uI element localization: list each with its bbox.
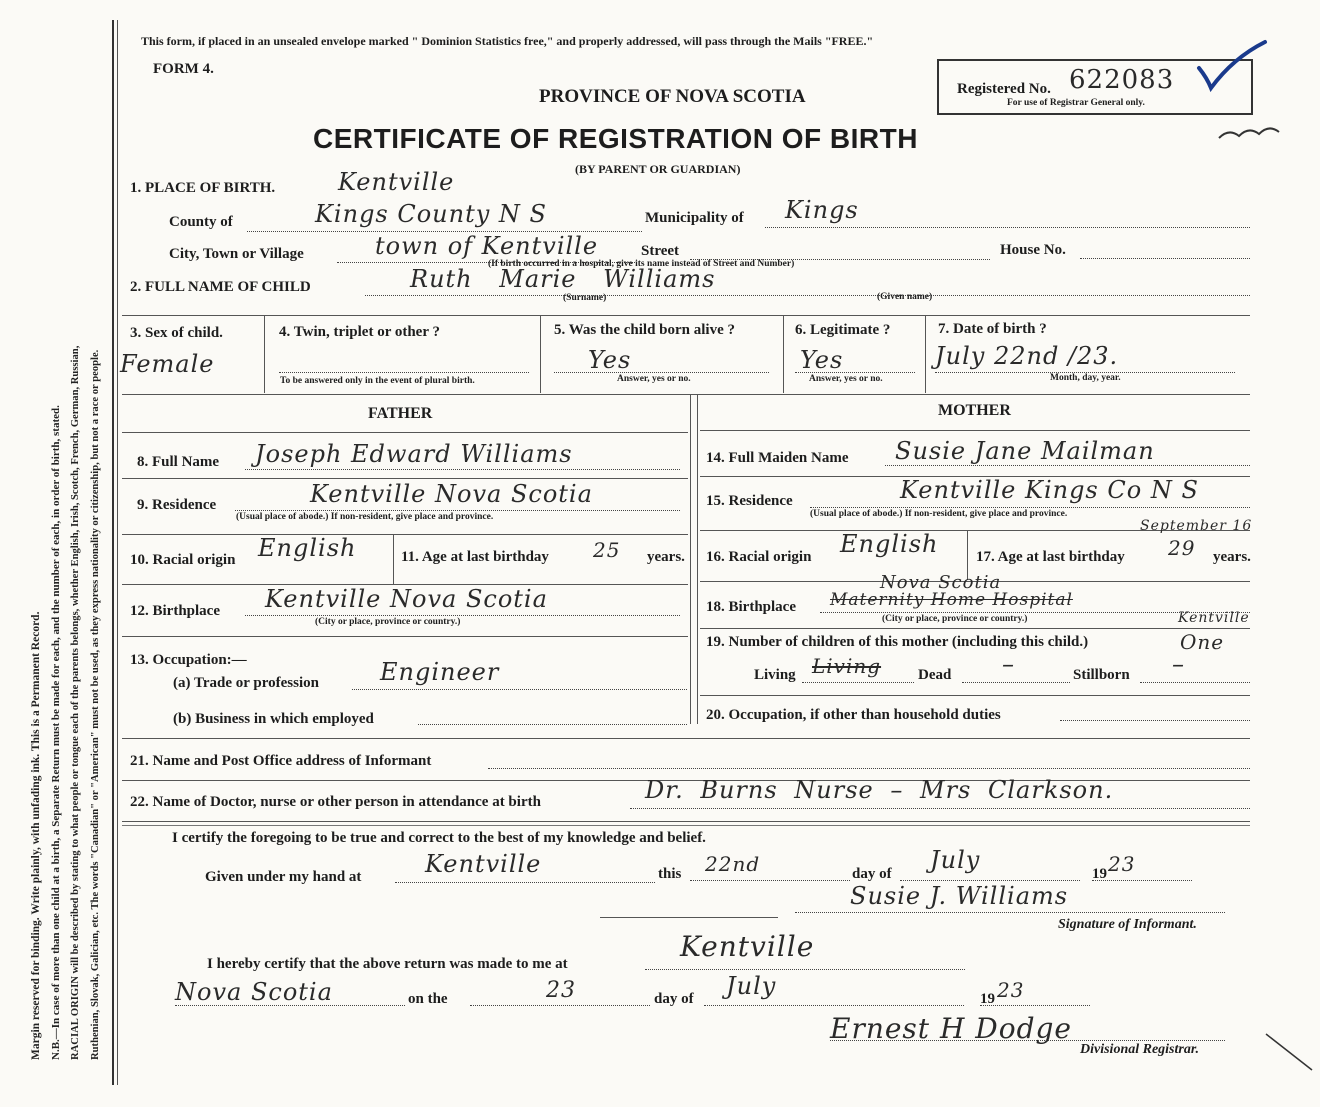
mother-birthplace-value: Nova Scotia xyxy=(880,572,1002,593)
municipality-label: Municipality of xyxy=(645,210,744,226)
given-under-hand-label: Given under my hand at xyxy=(205,869,362,885)
children-count-value: One xyxy=(1180,630,1225,654)
registrar-place-value: Kentville xyxy=(680,930,815,963)
doctor-label: 22. Name of Doctor, nurse or other person in attendance at birth xyxy=(130,794,541,810)
binding-margin-line-inner xyxy=(117,20,118,1085)
father-residence-label: 9. Residence xyxy=(137,497,217,513)
registered-label: Registered No. xyxy=(957,81,1051,97)
given-name-note: (Given name) xyxy=(877,292,933,302)
mother-birthplace-struck: Maternity Home Hospital xyxy=(830,590,1073,610)
margin-note-binding: Margin reserved for binding. Write plainly, with unfading ink. This is a Permanent Record. xyxy=(30,611,42,1060)
mother-occupation-label: 20. Occupation, if other than household duties xyxy=(706,707,1001,723)
stillborn-value: – xyxy=(1172,650,1185,678)
mother-birthplace-label: 18. Birthplace xyxy=(706,599,796,615)
given-place-value: Kentville xyxy=(425,850,542,878)
living-value: Living xyxy=(812,654,882,678)
mother-residence-value: Kentville Kings Co N S xyxy=(900,476,1199,504)
given-day-of-label: day of xyxy=(852,866,892,882)
father-years-label: years. xyxy=(647,549,685,565)
date-of-birth-note: Month, day, year. xyxy=(1050,373,1121,383)
mother-birthplace-extra: Kentville xyxy=(1178,610,1250,626)
street-label: Street xyxy=(641,243,680,259)
father-birthplace-label: 12. Birthplace xyxy=(130,603,220,619)
mother-racial-label: 16. Racial origin xyxy=(706,549,812,565)
city-label: City, Town or Village xyxy=(169,246,304,262)
county-value: Kings County N S xyxy=(315,200,547,228)
father-name-label: 8. Full Name xyxy=(137,454,220,470)
city-value: town of Kentville xyxy=(375,232,599,260)
mother-birthplace-note: (City or place, province or country.) xyxy=(882,614,1028,624)
legitimate-value: Yes xyxy=(800,346,844,374)
father-name-value: Joseph Edward Williams xyxy=(255,440,573,468)
father-heading: FATHER xyxy=(368,405,433,422)
surname-note: (Surname) xyxy=(563,293,607,303)
legitimate-label: 6. Legitimate ? xyxy=(795,322,891,338)
trade-value: Engineer xyxy=(380,658,500,686)
born-alive-value: Yes xyxy=(588,346,632,374)
informant-label: 21. Name and Post Office address of Informant xyxy=(130,753,432,769)
sex-label: 3. Sex of child. xyxy=(130,325,223,341)
certificate-title: CERTIFICATE OF REGISTRATION OF BIRTH xyxy=(313,123,918,154)
registered-number: 622083 xyxy=(1069,65,1175,95)
father-birthplace-value: Kentville Nova Scotia xyxy=(265,585,548,613)
checkmark-icon xyxy=(1195,38,1270,94)
given-year-value: 23 xyxy=(1108,852,1136,876)
father-residence-value: Kentville Nova Scotia xyxy=(310,480,593,508)
mother-age-note: September 16 xyxy=(1140,518,1253,534)
living-label: Living xyxy=(754,667,796,683)
born-alive-label: 5. Was the child born alive ? xyxy=(554,322,735,338)
binding-margin-line xyxy=(112,20,114,1085)
twin-label: 4. Twin, triplet or other ? xyxy=(279,324,440,340)
house-number-label: House No. xyxy=(1000,242,1066,258)
registrar-year-prefix: 19 xyxy=(980,991,995,1007)
certificate-subtitle: (BY PARENT OR GUARDIAN) xyxy=(575,162,741,176)
given-year-prefix: 19 xyxy=(1092,866,1107,882)
on-the-label: on the xyxy=(408,991,448,1007)
informant-signature-label: Signature of Informant. xyxy=(1058,917,1197,932)
margin-note-multiple-births: N.B.—In case of more than one child at a birth, a Separate Return must be made for each, and the number of each, in order of birth, stated. xyxy=(50,405,62,1060)
father-racial-label: 10. Racial origin xyxy=(130,552,236,568)
business-label: (b) Business in which employed xyxy=(173,711,374,727)
children-count-label: 19. Number of children of this mother (including this child.) xyxy=(706,634,1089,650)
mother-heading: MOTHER xyxy=(938,402,1011,419)
born-alive-note: Answer, yes or no. xyxy=(617,374,691,384)
form-number: FORM 4. xyxy=(153,61,214,77)
place-of-birth-value: Kentville xyxy=(338,168,455,196)
registrar-day-of-label: day of xyxy=(654,991,694,1007)
mother-name-value: Susie Jane Mailman xyxy=(895,437,1155,465)
registrar-signature: Ernest H Dodge xyxy=(830,1012,1072,1045)
given-day-value: 22nd xyxy=(705,852,761,876)
father-occupation-label: 13. Occupation:— xyxy=(130,652,247,668)
dead-value: – xyxy=(1002,650,1015,678)
mother-name-label: 14. Full Maiden Name xyxy=(706,450,849,466)
father-age-label: 11. Age at last birthday xyxy=(401,549,549,565)
mother-racial-value: English xyxy=(840,530,939,558)
mother-residence-note: (Usual place of abode.) If non-resident, give place and province. xyxy=(810,509,1068,519)
registrar-province-value: Nova Scotia xyxy=(175,978,333,1006)
mother-age-value: 29 xyxy=(1168,536,1196,560)
date-of-birth-label: 7. Date of birth ? xyxy=(938,321,1047,337)
father-birthplace-note: (City or place, province or country.) xyxy=(315,617,461,627)
hospital-note: (If birth occurred in a hospital, give its name instead of Street and Number) xyxy=(488,259,795,269)
trade-label: (a) Trade or profession xyxy=(173,675,319,691)
divisional-registrar-label: Divisional Registrar. xyxy=(1080,1042,1200,1057)
mother-age-label: 17. Age at last birthday xyxy=(976,549,1125,565)
ink-smudge-icon xyxy=(1215,118,1285,148)
date-of-birth-value: July 22nd /23. xyxy=(935,342,1119,370)
this-label: this xyxy=(658,866,682,882)
margin-note-racial-origin: RACIAL ORIGIN will be described by stating to what people or tongue each of the parents belongs, whether English, Irish, Scotch, French, German, Russian, xyxy=(70,345,81,1060)
province-heading: PROVINCE OF NOVA SCOTIA xyxy=(539,86,806,107)
father-racial-value: English xyxy=(258,534,357,562)
dead-label: Dead xyxy=(918,667,952,683)
registrar-note: For use of Registrar General only. xyxy=(1007,98,1145,108)
place-of-birth-label: 1. PLACE OF BIRTH. xyxy=(130,180,276,196)
stillborn-label: Stillborn xyxy=(1073,667,1130,683)
registrar-day-value: 23 xyxy=(546,978,576,1003)
margin-note-nationality: Ruthenian, Slovak, Galician, etc. The words "Canadian" or "American" must not be used, as they express nationality or citizenship, but not a race or people. xyxy=(90,349,101,1060)
informant-signature: Susie J. Williams xyxy=(850,882,1069,910)
given-month-value: July xyxy=(930,846,981,874)
registrar-year-value: 23 xyxy=(997,978,1025,1002)
mother-years-label: years. xyxy=(1213,549,1251,565)
registrar-month-value: July xyxy=(726,972,777,1000)
twin-note: To be answered only in the event of plural birth. xyxy=(280,376,475,386)
legitimate-note: Answer, yes or no. xyxy=(809,374,883,384)
corner-mark-icon xyxy=(1262,1030,1317,1075)
child-name-value: Ruth Marie Williams xyxy=(410,265,716,293)
municipality-value: Kings xyxy=(785,196,859,224)
doctor-value: Dr. Burns Nurse – Mrs Clarkson. xyxy=(645,776,1114,804)
father-age-value: 25 xyxy=(593,538,621,562)
father-residence-note: (Usual place of abode.) If non-resident, give place and province. xyxy=(236,512,494,522)
mail-notice: This form, if placed in an unsealed envelope marked " Dominion Statistics free," and properly addressed, will pass through the Mails "FREE." xyxy=(141,34,874,48)
sex-value: Female xyxy=(120,350,215,378)
certify-statement: I certify the foregoing to be true and correct to the best of my knowledge and belief. xyxy=(172,830,706,846)
county-label: County of xyxy=(169,214,233,230)
mother-residence-label: 15. Residence xyxy=(706,493,793,509)
child-name-label: 2. FULL NAME OF CHILD xyxy=(130,279,311,295)
registrar-statement: I hereby certify that the above return was made to me at xyxy=(207,956,568,972)
